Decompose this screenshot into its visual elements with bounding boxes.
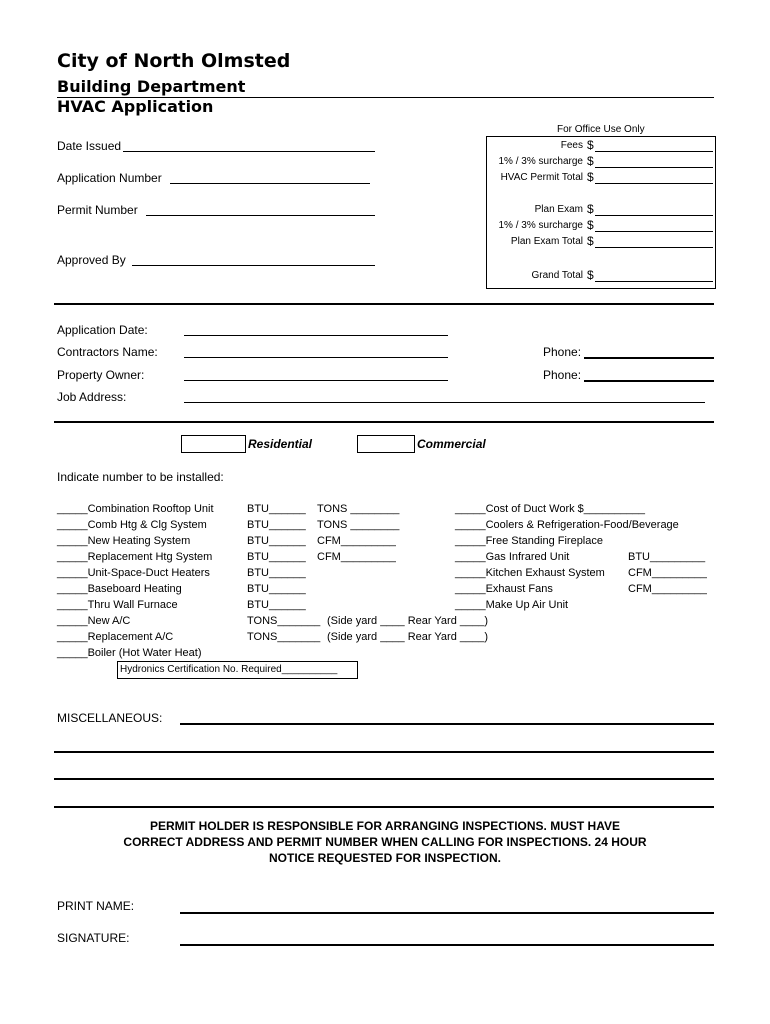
unit-field: BTU______ (247, 583, 306, 595)
plan-exam-field[interactable] (595, 215, 713, 216)
plan-total-dollar: $ (587, 234, 594, 248)
surcharge1-dollar: $ (587, 154, 594, 168)
unit-field: CFM_________ (628, 567, 707, 579)
unit-field: TONS ________ (317, 503, 400, 515)
print-name-field[interactable] (180, 912, 714, 914)
section-divider-2 (54, 421, 714, 423)
surcharge1-field[interactable] (595, 167, 713, 168)
permit-number-field[interactable] (146, 215, 375, 216)
equipment-item: _____Thru Wall Furnace (57, 599, 178, 611)
unit-field: BTU______ (247, 599, 306, 611)
section-divider-1 (54, 303, 714, 305)
grand-total-field[interactable] (595, 281, 713, 282)
miscellaneous-line-2[interactable] (54, 751, 714, 753)
phone1-field[interactable] (584, 357, 714, 359)
approved-by-label: Approved By (57, 253, 126, 267)
surcharge1-label: 1% / 3% surcharge (498, 156, 583, 167)
surcharge2-dollar: $ (587, 218, 594, 232)
unit-field: CFM_________ (628, 583, 707, 595)
unit-field: TONS_______ (247, 615, 321, 627)
contractors-name-label: Contractors Name: (57, 345, 158, 359)
section-divider-3 (54, 806, 714, 808)
residential-label: Residential (248, 437, 313, 451)
equipment-item: _____Cost of Duct Work $__________ (455, 503, 645, 515)
hydronics-label: Hydronics Certification No. Required__________ (120, 664, 338, 675)
property-owner-field[interactable] (184, 380, 448, 381)
application-date-label: Application Date: (57, 323, 148, 337)
application-number-label: Application Number (57, 171, 162, 185)
equipment-item: _____Free Standing Fireplace (455, 535, 603, 547)
unit-field: CFM_________ (317, 535, 396, 547)
equipment-item: _____Replacement A/C (57, 631, 174, 643)
job-address-field[interactable] (184, 402, 705, 403)
date-issued-field[interactable] (123, 151, 375, 152)
yard-location: (Side yard ____ Rear Yard ____) (327, 615, 489, 627)
equipment-item: _____Exhaust Fans (455, 583, 553, 595)
unit-field: BTU______ (247, 519, 306, 531)
fees-dollar: $ (587, 138, 594, 152)
unit-field: BTU______ (247, 567, 306, 579)
unit-field: BTU______ (247, 503, 306, 515)
phone1-label: Phone: (543, 345, 582, 359)
equipment-item: _____Gas Infrared Unit (455, 551, 570, 563)
fees-field[interactable] (595, 151, 713, 152)
date-issued-label: Date Issued (57, 139, 122, 153)
equipment-item: _____Coolers & Refrigeration-Food/Beverage (455, 519, 679, 531)
property-owner-label: Property Owner: (57, 368, 145, 382)
notice-line: CORRECT ADDRESS AND PERMIT NUMBER WHEN CALLING FOR INSPECTIONS. 24 HOUR (123, 835, 647, 849)
residential-checkbox[interactable] (181, 435, 246, 453)
plan-total-field[interactable] (595, 247, 713, 248)
application-date-field[interactable] (184, 335, 448, 336)
yard-location: (Side yard ____ Rear Yard ____) (327, 631, 489, 643)
equipment-item: _____Replacement Htg System (57, 551, 213, 563)
hvac-total-dollar: $ (587, 170, 594, 184)
equipment-item: _____Boiler (Hot Water Heat) (57, 647, 202, 659)
print-name-label: PRINT NAME: (57, 899, 135, 913)
equipment-item: _____Baseboard Heating (57, 583, 182, 595)
hvac-total-label: HVAC Permit Total (500, 172, 583, 183)
plan-exam-label: Plan Exam (534, 204, 583, 215)
miscellaneous-line-3[interactable] (54, 778, 714, 780)
notice-line: PERMIT HOLDER IS RESPONSIBLE FOR ARRANGING INSPECTIONS. MUST HAVE (149, 819, 621, 833)
phone2-label: Phone: (543, 368, 582, 382)
hvac-total-field[interactable] (595, 183, 713, 184)
department-title: Building Department (57, 77, 246, 96)
equipment-item: _____Make Up Air Unit (455, 599, 569, 611)
unit-field: BTU_________ (628, 551, 706, 563)
unit-field: BTU______ (247, 551, 306, 563)
equipment-item: _____New A/C (57, 615, 131, 627)
equipment-item: _____Comb Htg & Clg System (57, 519, 207, 531)
application-number-field[interactable] (170, 183, 370, 184)
office-use-title: For Office Use Only (557, 124, 645, 135)
indicate-label: Indicate number to be installed: (57, 470, 224, 484)
approved-by-field[interactable] (132, 265, 375, 266)
commercial-label: Commercial (417, 437, 486, 451)
equipment-item: _____Combination Rooftop Unit (57, 503, 214, 515)
unit-field: TONS_______ (247, 631, 321, 643)
city-title: City of North Olmsted (57, 50, 291, 72)
permit-number-label: Permit Number (57, 203, 138, 217)
unit-field: BTU______ (247, 535, 306, 547)
plan-exam-dollar: $ (587, 202, 594, 216)
equipment-item: _____Unit-Space-Duct Heaters (57, 567, 210, 579)
unit-field: TONS ________ (317, 519, 400, 531)
notice-line: NOTICE REQUESTED FOR INSPECTION. (268, 851, 502, 865)
unit-field: CFM_________ (317, 551, 396, 563)
job-address-label: Job Address: (57, 390, 127, 404)
miscellaneous-field[interactable] (180, 723, 714, 725)
phone2-field[interactable] (584, 380, 714, 382)
surcharge2-label: 1% / 3% surcharge (498, 220, 583, 231)
equipment-item: _____New Heating System (57, 535, 191, 547)
form-title: HVAC Application (57, 97, 214, 116)
commercial-checkbox[interactable] (357, 435, 415, 453)
equipment-item: _____Kitchen Exhaust System (455, 567, 605, 579)
grand-total-dollar: $ (587, 268, 594, 282)
grand-total-label: Grand Total (531, 270, 583, 281)
fees-label: Fees (560, 140, 583, 151)
contractors-name-field[interactable] (184, 357, 448, 358)
miscellaneous-label: MISCELLANEOUS: (57, 711, 163, 725)
plan-total-label: Plan Exam Total (510, 236, 583, 247)
signature-field[interactable] (180, 944, 714, 946)
surcharge2-field[interactable] (595, 231, 713, 232)
signature-label: SIGNATURE: (57, 931, 130, 945)
